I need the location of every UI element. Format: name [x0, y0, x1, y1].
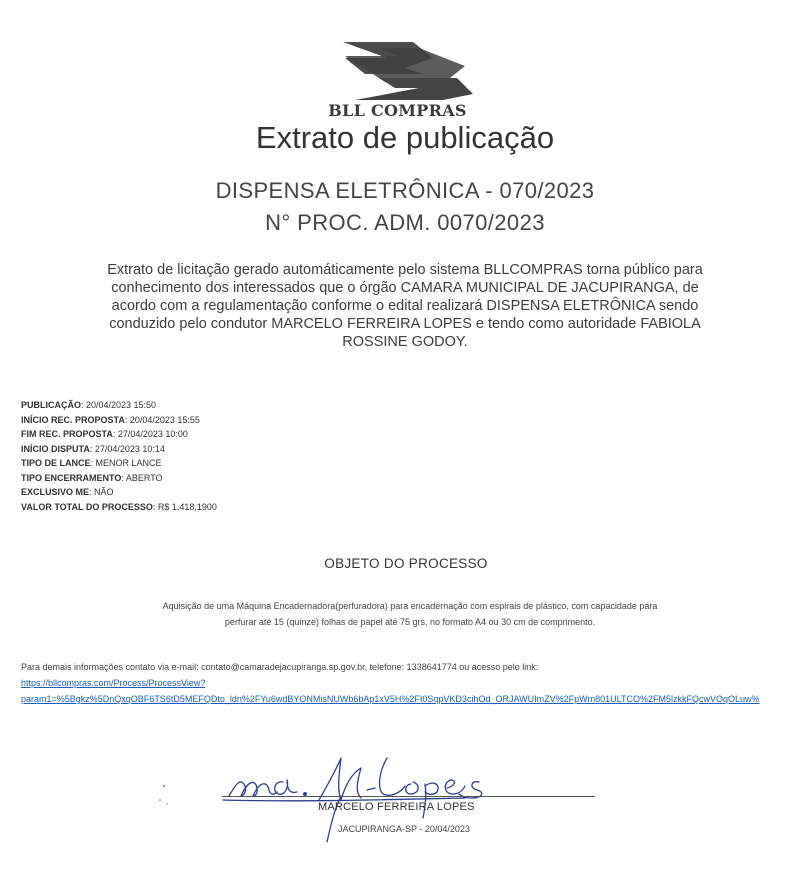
detail-label: INÍCIO REC. PROPOSTA	[21, 414, 125, 425]
signature-line	[222, 796, 595, 797]
detail-row-inicio-disputa	[21, 442, 217, 457]
detail-label: TIPO DE LANCE	[21, 458, 91, 468]
detail-value: : 27/04/2023 10:14	[89, 443, 165, 454]
object-section-title: OBJETO DO PROCESSO	[324, 556, 488, 571]
intro-paragraph: Extrato de licitação gerado automáticamente pelo sistema BLLCOMPRAS torna público para conhecimento dos interessados que o órgão CAMARA MUNICIPAL DE JACUPIRANGA, de acordo com a regulamentação conforme o edital realizará DISPENSA ELETRÔNICA sendo conduzido pelo condutor MARCELO FERREIRA LOPES e tendo como autoridade FABIOLA ROSSINE GODOY.	[107, 262, 703, 350]
detail-label: VALOR TOTAL DO PROCESSO	[21, 501, 153, 512]
detail-row-publicacao	[21, 398, 217, 413]
detail-value: : NÃO	[89, 487, 114, 497]
detail-value: : 20/04/2023 15:55	[124, 414, 200, 425]
scan-speck-icon	[155, 780, 185, 810]
object-description-line: perfurar até 15 (quinze) folhas de papel até 75 grs, no formato A4 ou 30 cm de comprimento.	[224, 617, 596, 627]
process-link-line-1[interactable]: https://bllcompras.com/Process/ProcessView?	[21, 678, 206, 688]
detail-value: : MENOR LANCE	[90, 458, 162, 468]
brand-logo-text: BLL COMPRAS	[328, 101, 467, 120]
signature-place-date: JACUPIRANGA-SP - 20/04/2023	[338, 824, 470, 834]
signer-name: MARCELO FERREIRA LOPES	[318, 801, 475, 813]
document-title: Extrato de publicação	[255, 120, 555, 155]
process-details-list	[21, 398, 217, 514]
detail-row-fim-rec-proposta	[21, 427, 217, 442]
detail-row-tipo-lance	[21, 456, 217, 471]
detail-label: FIM REC. PROPOSTA	[21, 429, 113, 439]
object-description	[110, 598, 710, 630]
detail-label: INÍCIO DISPUTA	[21, 443, 90, 454]
detail-value: : R$ 1.418,1900	[152, 501, 217, 512]
process-link-line-2[interactable]: param1=%5Bgkz%5DnQxqOBF6TS6tD5MEFQDto_ldn%2FYu6wdBYONMisNUWb6bAp1xV5H%2FI0SqpVKD3cihOd_ORJAWUImZV%2FpWm801ULTCO%2FM5lzkkFQcwVOqOLuw%	[21, 694, 760, 704]
contact-info	[21, 659, 795, 707]
process-number-heading: N° PROC. ADM. 0070/2023	[265, 210, 545, 235]
detail-row-valor-total	[21, 500, 217, 515]
detail-value: : ABERTO	[121, 472, 163, 483]
detail-value: : 20/04/2023 15:50	[81, 400, 157, 410]
dispensa-heading: DISPENSA ELETRÔNICA - 070/2023	[215, 178, 595, 203]
detail-row-exclusivo-me	[21, 485, 217, 500]
detail-label: EXCLUSIVO ME	[21, 487, 90, 497]
detail-label: TIPO ENCERRAMENTO	[21, 472, 122, 483]
detail-label: PUBLICAÇÃO	[21, 400, 81, 410]
detail-row-tipo-encerramento	[21, 471, 217, 486]
contact-text: Para demais informações contato via e-mail: contato@camaradejacupiranga.sp.gov.br, telefone: 1338641774 ou acesso pelo link:	[21, 662, 539, 672]
object-description-line: Aquisição de uma Máquina Encadernadora(perfuradora) para encadernação com espirais de plástico, com capacidade para	[162, 601, 658, 611]
detail-value: : 27/04/2023 10:00	[112, 429, 188, 439]
detail-row-inicio-rec-proposta	[21, 413, 217, 428]
